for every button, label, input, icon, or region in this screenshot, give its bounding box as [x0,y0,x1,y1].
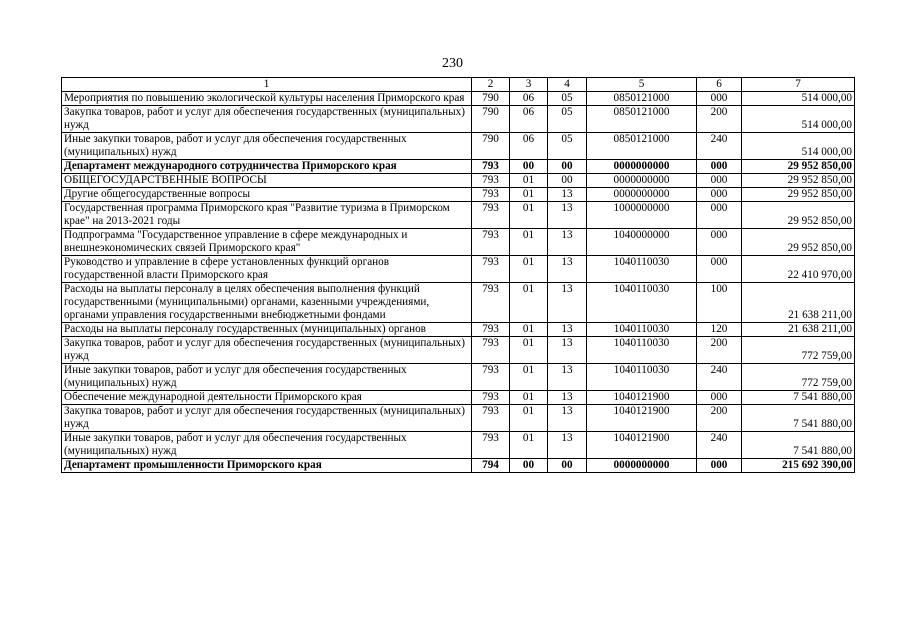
row-expense-type-cell: 240 [697,364,742,391]
row-amount-cell: 7 541 880,00 [742,405,855,432]
row-name-cell: Иные закупки товаров, работ и услуг для обеспечения государственных (муниципальных) нужд [62,432,472,459]
row-code-cell: 790 [472,133,510,160]
table-row [62,459,855,473]
row-subsection-cell: 13 [548,188,587,202]
row-code-cell: 793 [472,256,510,283]
row-amount-cell: 29 952 850,00 [742,202,855,229]
row-target-article-cell: 0000000000 [587,188,697,202]
row-target-article-cell: 1040121900 [587,432,697,459]
row-section-cell: 01 [510,188,548,202]
row-target-article-cell: 0000000000 [587,174,697,188]
row-expense-type-cell: 100 [697,283,742,323]
row-section-cell: 00 [510,160,548,174]
row-target-article-cell: 1040000000 [587,229,697,256]
row-name-cell: Обеспечение международной деятельности Приморского края [62,391,472,405]
row-amount-cell: 7 541 880,00 [742,391,855,405]
row-expense-type-cell: 000 [697,229,742,256]
row-section-cell: 01 [510,229,548,256]
header-cell-1: 1 [62,78,472,92]
row-target-article-cell: 1040110030 [587,323,697,337]
table-row [62,391,855,405]
row-subsection-cell: 00 [548,459,587,473]
row-section-cell: 00 [510,459,548,473]
table-row [62,337,855,364]
header-cell-3: 3 [510,78,548,92]
row-section-cell: 01 [510,283,548,323]
row-subsection-cell: 13 [548,432,587,459]
row-section-cell: 01 [510,391,548,405]
row-name-cell: Расходы на выплаты персоналу в целях обеспечения выполнения функций государственными (муниципальными) органами, казенными учреждениями, органами управления государственными внебюджетными фондами [62,283,472,323]
row-subsection-cell: 13 [548,364,587,391]
row-code-cell: 793 [472,229,510,256]
row-section-cell: 01 [510,405,548,432]
row-subsection-cell: 13 [548,337,587,364]
row-code-cell: 793 [472,432,510,459]
row-name-cell: Закупка товаров, работ и услуг для обеспечения государственных (муниципальных) нужд [62,405,472,432]
table-row [62,92,855,106]
row-code-cell: 794 [472,459,510,473]
row-amount-cell: 22 410 970,00 [742,256,855,283]
row-code-cell: 793 [472,391,510,405]
row-name-cell: Закупка товаров, работ и услуг для обеспечения государственных (муниципальных) нужд [62,337,472,364]
row-section-cell: 01 [510,256,548,283]
row-amount-cell: 215 692 390,00 [742,459,855,473]
row-expense-type-cell: 000 [697,391,742,405]
row-section-cell: 01 [510,432,548,459]
row-amount-cell: 514 000,00 [742,92,855,106]
row-code-cell: 793 [472,405,510,432]
row-amount-cell: 29 952 850,00 [742,188,855,202]
row-expense-type-cell: 240 [697,432,742,459]
row-section-cell: 06 [510,106,548,133]
row-name-cell: Расходы на выплаты персоналу государственных (муниципальных) органов [62,323,472,337]
row-name-cell: Руководство и управление в сфере установленных функций органов государственной власти Приморского края [62,256,472,283]
row-expense-type-cell: 200 [697,106,742,133]
row-subsection-cell: 13 [548,391,587,405]
row-name-cell: Мероприятия по повышению экологической культуры населения Приморского края [62,92,472,106]
row-expense-type-cell: 000 [697,256,742,283]
row-expense-type-cell: 000 [697,202,742,229]
row-subsection-cell: 13 [548,202,587,229]
row-name-cell: Иные закупки товаров, работ и услуг для обеспечения государственных (муниципальных) нужд [62,364,472,391]
row-expense-type-cell: 000 [697,160,742,174]
row-target-article-cell: 0850121000 [587,92,697,106]
row-code-cell: 790 [472,92,510,106]
row-expense-type-cell: 200 [697,405,742,432]
row-target-article-cell: 1040121900 [587,391,697,405]
row-name-cell: Подпрограмма "Государственное управление в сфере международных и внешнеэкономических связей Приморского края" [62,229,472,256]
page-number: 230 [442,56,463,71]
row-expense-type-cell: 000 [697,188,742,202]
table-row [62,256,855,283]
budget-table [61,77,855,473]
header-cell-6: 6 [697,78,742,92]
row-section-cell: 01 [510,364,548,391]
row-amount-cell: 29 952 850,00 [742,229,855,256]
row-section-cell: 01 [510,323,548,337]
row-code-cell: 793 [472,160,510,174]
row-subsection-cell: 13 [548,256,587,283]
row-name-cell: Другие общегосударственные вопросы [62,188,472,202]
row-expense-type-cell: 120 [697,323,742,337]
table-row [62,174,855,188]
row-target-article-cell: 0000000000 [587,160,697,174]
header-cell-5: 5 [587,78,697,92]
row-name-cell: ОБЩЕГОСУДАРСТВЕННЫЕ ВОПРОСЫ [62,174,472,188]
row-code-cell: 793 [472,202,510,229]
header-cell-7: 7 [742,78,855,92]
table-header-row [62,78,855,92]
row-subsection-cell: 13 [548,323,587,337]
row-target-article-cell: 1000000000 [587,202,697,229]
row-expense-type-cell: 000 [697,174,742,188]
row-section-cell: 01 [510,174,548,188]
row-target-article-cell: 0000000000 [587,459,697,473]
row-expense-type-cell: 000 [697,459,742,473]
row-expense-type-cell: 200 [697,337,742,364]
row-code-cell: 793 [472,364,510,391]
row-amount-cell: 29 952 850,00 [742,160,855,174]
row-section-cell: 06 [510,92,548,106]
row-amount-cell: 514 000,00 [742,133,855,160]
table-row [62,202,855,229]
row-name-cell: Закупка товаров, работ и услуг для обеспечения государственных (муниципальных) нужд [62,106,472,133]
row-name-cell: Департамент международного сотрудничества Приморского края [62,160,472,174]
table-row [62,364,855,391]
table-row [62,160,855,174]
row-target-article-cell: 1040110030 [587,256,697,283]
row-name-cell: Иные закупки товаров, работ и услуг для обеспечения государственных (муниципальных) нужд [62,133,472,160]
header-cell-4: 4 [548,78,587,92]
table-row [62,106,855,133]
row-code-cell: 793 [472,283,510,323]
row-amount-cell: 29 952 850,00 [742,174,855,188]
row-code-cell: 793 [472,323,510,337]
table-row [62,229,855,256]
row-subsection-cell: 13 [548,283,587,323]
row-section-cell: 06 [510,133,548,160]
table-row [62,432,855,459]
row-subsection-cell: 05 [548,106,587,133]
row-code-cell: 790 [472,106,510,133]
table-row [62,323,855,337]
row-target-article-cell: 0850121000 [587,106,697,133]
row-amount-cell: 772 759,00 [742,337,855,364]
row-target-article-cell: 0850121000 [587,133,697,160]
table-row [62,188,855,202]
row-amount-cell: 7 541 880,00 [742,432,855,459]
row-name-cell: Государственная программа Приморского края "Развитие туризма в Приморском крае" на 2013-2021 годы [62,202,472,229]
row-subsection-cell: 05 [548,92,587,106]
row-amount-cell: 772 759,00 [742,364,855,391]
row-code-cell: 793 [472,337,510,364]
row-subsection-cell: 13 [548,229,587,256]
header-cell-2: 2 [472,78,510,92]
row-amount-cell: 21 638 211,00 [742,323,855,337]
row-target-article-cell: 1040110030 [587,283,697,323]
row-subsection-cell: 00 [548,160,587,174]
row-amount-cell: 21 638 211,00 [742,283,855,323]
row-section-cell: 01 [510,202,548,229]
row-expense-type-cell: 240 [697,133,742,160]
row-target-article-cell: 1040121900 [587,405,697,432]
row-target-article-cell: 1040110030 [587,364,697,391]
row-code-cell: 793 [472,188,510,202]
row-subsection-cell: 13 [548,405,587,432]
row-code-cell: 793 [472,174,510,188]
row-subsection-cell: 05 [548,133,587,160]
table-row [62,283,855,323]
table-row [62,405,855,432]
table-row [62,133,855,160]
row-amount-cell: 514 000,00 [742,106,855,133]
row-expense-type-cell: 000 [697,92,742,106]
row-subsection-cell: 00 [548,174,587,188]
row-target-article-cell: 1040110030 [587,337,697,364]
row-name-cell: Департамент промышленности Приморского края [62,459,472,473]
row-section-cell: 01 [510,337,548,364]
